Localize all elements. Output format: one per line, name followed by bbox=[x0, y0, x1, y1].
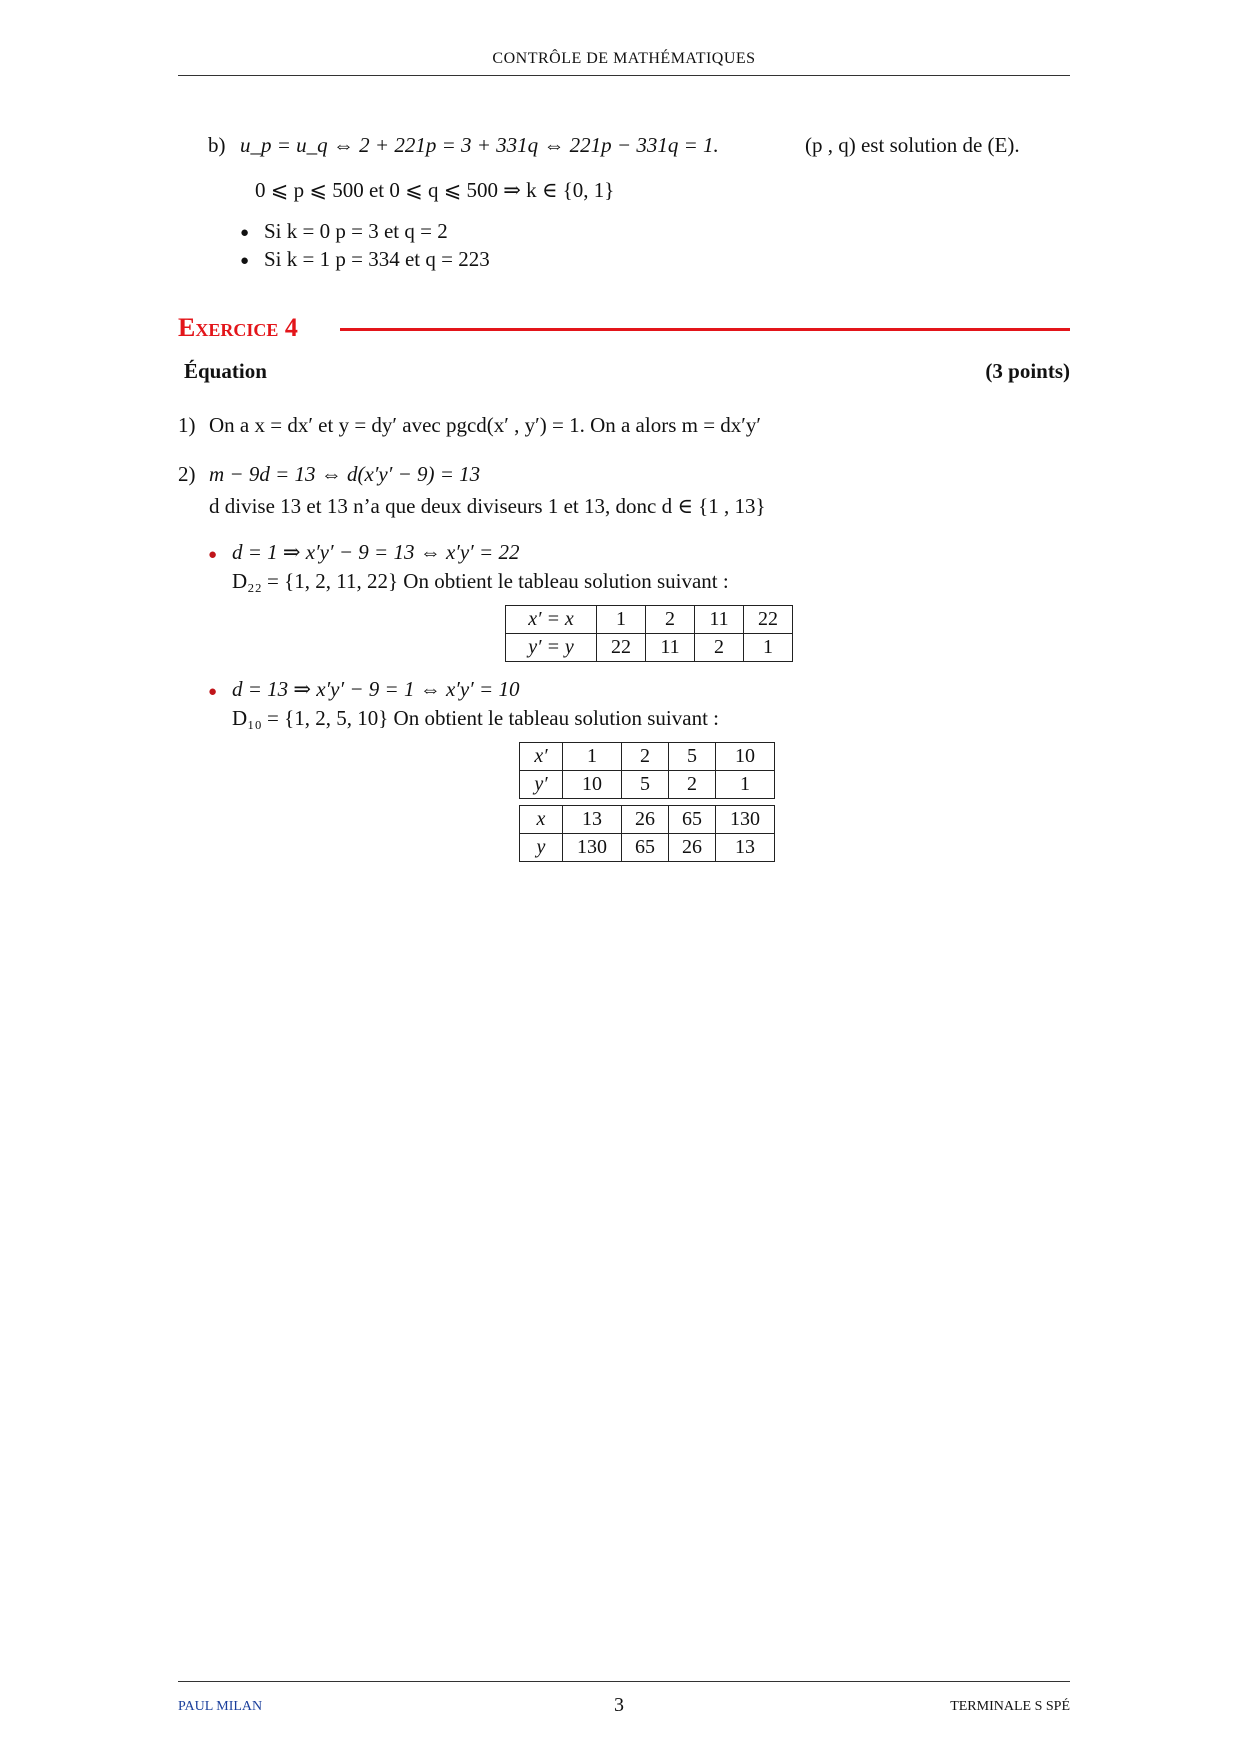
exercise-title: Exercice 4 bbox=[178, 313, 298, 342]
part-b-case-k1: Si k = 1 p = 334 et q = 223 bbox=[264, 247, 490, 271]
bullet-icon: ● bbox=[240, 253, 250, 269]
exercise-title-rule bbox=[340, 328, 1070, 331]
table-row bbox=[520, 743, 775, 771]
table-cell: x′ bbox=[520, 743, 563, 771]
bullet-icon: ● bbox=[208, 684, 218, 700]
footer-rule bbox=[178, 1681, 1070, 1682]
table-row bbox=[506, 634, 793, 662]
table-cell: x′ = x bbox=[506, 606, 597, 634]
table-cell: 130 bbox=[563, 834, 622, 862]
table-cell: 2 bbox=[646, 606, 695, 634]
footer-author: PAUL MILAN bbox=[178, 1699, 263, 1714]
table-cell: 1 bbox=[563, 743, 622, 771]
table-cell: y′ = y bbox=[506, 634, 597, 662]
part-b-conclusion: (p , q) est solution de (E). bbox=[805, 133, 1020, 157]
table-cell: y bbox=[520, 834, 563, 862]
table-cell: 22 bbox=[597, 634, 646, 662]
table-cell: 1 bbox=[744, 634, 793, 662]
bullet-icon: ● bbox=[208, 547, 218, 563]
case2-equation: d = 13 ⇒ x′y′ − 9 = 1 ⇔ x′y′ = 10 bbox=[232, 677, 520, 701]
table-cell: 65 bbox=[669, 806, 716, 834]
q1-label: 1) bbox=[178, 413, 196, 437]
table-row bbox=[506, 606, 793, 634]
case2-divisor-set: D₁₀ = {1, 2, 5, 10} On obtient le tableau solution suivant : bbox=[232, 706, 720, 730]
part-b-equation: u_p = u_q ⇔ 2 + 221p = 3 + 331q ⇔ 221p − 331q = 1. bbox=[240, 133, 719, 157]
footer-page-number: 3 bbox=[614, 1694, 624, 1716]
table-row bbox=[520, 771, 775, 799]
table-cell: 11 bbox=[646, 634, 695, 662]
q2-equation: m − 9d = 13 ⇔ d(x′y′ − 9) = 13 bbox=[209, 462, 481, 486]
table-cell: 2 bbox=[622, 743, 669, 771]
exercise-subtitle: Équation bbox=[184, 359, 267, 383]
case1-divisor-set: D₂₂ = {1, 2, 11, 22} On obtient le tableau solution suivant : bbox=[232, 569, 729, 593]
table-cell: 13 bbox=[716, 834, 775, 862]
table-cell: x bbox=[520, 806, 563, 834]
q2-label: 2) bbox=[178, 462, 196, 486]
case2-solution-table-primed bbox=[519, 742, 775, 799]
bullet-icon: ● bbox=[240, 225, 250, 241]
table-cell: 5 bbox=[622, 771, 669, 799]
part-b-label: b) bbox=[208, 133, 226, 157]
table-cell: 10 bbox=[716, 743, 775, 771]
table-cell: 11 bbox=[695, 606, 744, 634]
header-rule bbox=[178, 75, 1070, 76]
q1-text: On a x = dx′ et y = dy′ avec pgcd(x′ , y′) = 1. On a alors m = dx′y′ bbox=[209, 413, 761, 437]
table-cell: 2 bbox=[669, 771, 716, 799]
q2-divisors: d divise 13 et 13 n’a que deux diviseurs 1 et 13, donc d ∈ {1 , 13} bbox=[209, 494, 766, 518]
table-cell: 65 bbox=[622, 834, 669, 862]
case1-equation: d = 1 ⇒ x′y′ − 9 = 13 ⇔ x′y′ = 22 bbox=[232, 540, 520, 564]
page-header: CONTRÔLE DE MATHÉMATIQUES bbox=[492, 50, 756, 67]
table-cell: 10 bbox=[563, 771, 622, 799]
table-cell: 13 bbox=[563, 806, 622, 834]
footer-class: TERMINALE S SPÉ bbox=[950, 1699, 1070, 1714]
table-row bbox=[520, 834, 775, 862]
exercise-points: (3 points) bbox=[985, 359, 1070, 383]
table-row bbox=[520, 806, 775, 834]
table-cell: 22 bbox=[744, 606, 793, 634]
table-cell: 26 bbox=[622, 806, 669, 834]
part-b-case-k0: Si k = 0 p = 3 et q = 2 bbox=[264, 219, 448, 243]
table-cell: y′ bbox=[520, 771, 563, 799]
case2-solution-table bbox=[519, 805, 775, 862]
table-cell: 1 bbox=[716, 771, 775, 799]
table-cell: 26 bbox=[669, 834, 716, 862]
part-b-bounds: 0 ⩽ p ⩽ 500 et 0 ⩽ q ⩽ 500 ⇒ k ∈ {0, 1} bbox=[255, 178, 615, 202]
table-cell: 1 bbox=[597, 606, 646, 634]
table-cell: 2 bbox=[695, 634, 744, 662]
table-cell: 130 bbox=[716, 806, 775, 834]
table-cell: 5 bbox=[669, 743, 716, 771]
case1-solution-table bbox=[505, 605, 793, 662]
